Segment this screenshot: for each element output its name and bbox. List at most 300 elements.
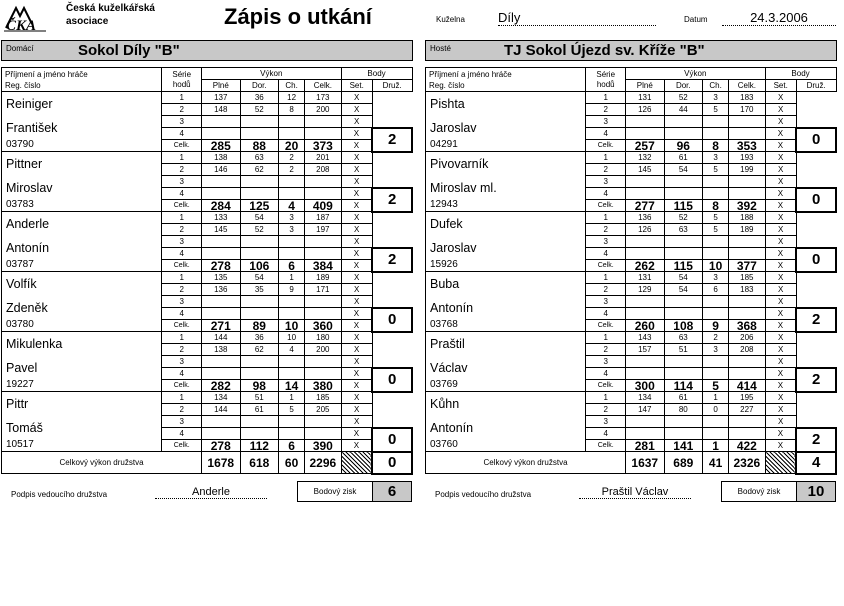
serie-value: 5 [279,404,305,416]
druz-header: Druž. [796,80,836,92]
serie-value: 62 [240,344,279,356]
total-value: 98 [240,380,279,392]
total-label: Celk. [586,440,626,452]
set-mark: X [765,212,796,224]
serie-value [626,248,665,260]
serie-value [305,356,342,368]
set-mark: X [341,92,372,104]
team-total-value: 689 [664,452,703,474]
total-value: 257 [626,140,665,152]
serie-number: 4 [162,248,202,260]
serie-number: 4 [586,428,626,440]
serie-value: 3 [703,344,729,356]
serie-value: 2 [279,152,305,164]
serie-value: 5 [703,164,729,176]
player-row [2,332,413,344]
player-first-name: Antonín [426,296,586,320]
serie-number: 2 [162,404,202,416]
serie-value: 63 [664,224,703,236]
set-mark: X [765,248,796,260]
player-row [2,416,413,428]
venue-label: Kuželna [436,15,465,24]
serie-number: 4 [586,308,626,320]
total-label: Celk. [586,380,626,392]
serie-value [664,428,703,440]
team-total-row [426,452,837,474]
serie-value [305,368,342,380]
total-value: 360 [305,320,342,332]
player-row [426,440,837,452]
player-row [426,212,837,224]
player-row [426,332,837,344]
serie-value [626,296,665,308]
serie-value: 195 [729,392,766,404]
serie-number: 3 [162,176,202,188]
serie-value: 147 [626,404,665,416]
player-row [2,236,413,248]
serie-value: 206 [729,332,766,344]
home-team-name: Sokol Díly "B" [78,42,180,59]
serie-value: 137 [202,92,241,104]
serie-value: 134 [626,392,665,404]
serie-value: 208 [305,164,342,176]
set-mark: X [341,284,372,296]
serie-value [664,188,703,200]
set-mark: X [765,416,796,428]
serie-value: 3 [279,224,305,236]
player-row [2,152,413,164]
serie-value [664,416,703,428]
team-total-value: 60 [279,452,305,474]
player-row [426,260,837,272]
serie-number: 3 [586,416,626,428]
player-row [2,200,413,212]
total-value: 141 [664,440,703,452]
player-row [2,440,413,452]
total-value: 414 [729,380,766,392]
set-mark: X [765,260,796,272]
serie-value [240,308,279,320]
serie-value: 6 [703,284,729,296]
leader-label: Podpis vedoucího družstva [435,489,532,499]
serie-number: 3 [586,236,626,248]
total-value: 115 [664,260,703,272]
total-value: 282 [202,380,241,392]
serie-value [202,116,241,128]
org-line-1: Česká kuželkářská [66,3,155,14]
set-mark: X [765,224,796,236]
serie-value [240,176,279,188]
serie-value [626,308,665,320]
serie-value [240,368,279,380]
player-row [426,392,837,404]
total-value: 285 [202,140,241,152]
team-points: 0 [372,452,412,474]
points-spacer [372,152,412,188]
serie-value [240,116,279,128]
set-mark: X [765,368,796,380]
serie-number: 1 [162,92,202,104]
serie-value: 126 [626,104,665,116]
serie-value [729,116,766,128]
set-mark: X [341,356,372,368]
player-reg-number: 03768 [426,320,586,332]
set-mark: X [765,320,796,332]
serie-value [703,176,729,188]
serie-value [626,416,665,428]
set-mark: X [765,308,796,320]
total-value: 300 [626,380,665,392]
home-team-bar [1,40,413,61]
dor-header: Dor. [240,80,279,92]
serie-value [305,296,342,308]
set-mark: X [765,92,796,104]
serie-value [703,428,729,440]
set-mark: X [341,248,372,260]
total-value: 277 [626,200,665,212]
serie-value [703,116,729,128]
home-footer [1,481,413,507]
player-points: 0 [372,368,412,392]
serie-value: 63 [664,332,703,344]
reg-header: Reg. číslo [5,80,41,90]
serie-value [664,176,703,188]
serie-value [202,296,241,308]
total-label: Celk. [162,440,202,452]
serie-value: 189 [729,224,766,236]
table-header-row [2,68,413,80]
serie-value [626,356,665,368]
set-mark: X [765,188,796,200]
serie-value: 3 [703,92,729,104]
set-mark: X [341,332,372,344]
total-value: 108 [664,320,703,332]
serie-number: 1 [162,332,202,344]
serie-value: 185 [729,272,766,284]
serie-value: 171 [305,284,342,296]
player-first-name: Václav [426,356,586,380]
player-reg-number: 10517 [2,440,162,452]
player-last-name: Pivovarník [426,152,586,176]
player-reg-number: 03769 [426,380,586,392]
player-row [2,272,413,284]
serie-value [729,236,766,248]
serie-value: 63 [240,152,279,164]
serie-number: 4 [586,368,626,380]
serie-number: 4 [162,428,202,440]
set-mark: X [765,116,796,128]
ch-header: Ch. [703,80,729,92]
set-mark: X [765,176,796,188]
set-mark: X [765,200,796,212]
player-reg-number: 04291 [426,140,586,152]
serie-value: 201 [305,152,342,164]
set-header: Set. [765,80,796,92]
serie-value: 197 [305,224,342,236]
set-mark: X [341,368,372,380]
player-last-name: Praštil [426,332,586,356]
serie-value: 52 [664,212,703,224]
set-mark: X [341,140,372,152]
vykon-header: Výkon [202,68,342,80]
serie-value [202,176,241,188]
total-value: 392 [729,200,766,212]
player-first-name: Jaroslav [426,236,586,260]
serie-value: 148 [202,104,241,116]
total-label: Celk. [586,260,626,272]
serie-value: 180 [305,332,342,344]
serie-value [703,188,729,200]
player-points: 2 [372,188,412,212]
body-header: Body [765,68,836,80]
guest-team-bar [425,40,837,61]
serie-value: 183 [729,92,766,104]
date-value: 24.3.2006 [722,10,836,26]
cka-logo [2,2,48,32]
gain-label: Bodový zisk [297,481,373,502]
team-total-value: 1637 [626,452,665,474]
team-total-value: 618 [240,452,279,474]
serie-value [279,356,305,368]
set-mark: X [341,392,372,404]
vykon-header: Výkon [626,68,766,80]
serie-value [626,128,665,140]
serie-value: 5 [703,224,729,236]
serie-value [202,128,241,140]
total-value: 373 [305,140,342,152]
serie-value: 193 [729,152,766,164]
player-row [426,152,837,164]
serie-value: 62 [240,164,279,176]
serie-value: 170 [729,104,766,116]
total-value: 262 [626,260,665,272]
total-label: Celk. [162,320,202,332]
serie-number: 1 [586,332,626,344]
serie-value [240,128,279,140]
serie-value: 3 [279,212,305,224]
serie-value [240,248,279,260]
total-value: 125 [240,200,279,212]
serie-header-2: hodů [172,79,191,89]
leader-label: Podpis vedoucího družstva [11,489,108,499]
points-spacer [372,212,412,248]
player-reg-number: 03790 [2,140,162,152]
serie-value: 131 [626,92,665,104]
serie-number: 3 [162,116,202,128]
points-spacer [796,152,836,188]
serie-value: 1 [279,272,305,284]
serie-value: 135 [202,272,241,284]
serie-value [703,236,729,248]
total-value: 114 [664,380,703,392]
serie-value [305,128,342,140]
serie-value [279,368,305,380]
serie-number: 3 [586,356,626,368]
serie-value [305,188,342,200]
serie-number: 1 [586,152,626,164]
total-value: 6 [279,440,305,452]
serie-value [664,128,703,140]
serie-value [240,188,279,200]
serie-header-1: Série [596,69,616,79]
serie-value [202,368,241,380]
total-value: 9 [703,320,729,332]
serie-value: 199 [729,164,766,176]
serie-number: 3 [162,416,202,428]
serie-value: 36 [240,332,279,344]
serie-value [279,236,305,248]
set-mark: X [765,380,796,392]
player-row [2,380,413,392]
serie-value [305,308,342,320]
serie-value: 10 [279,332,305,344]
team-total-value: 2296 [305,452,342,474]
serie-number: 4 [162,188,202,200]
org-line-2: asociace [66,16,109,27]
serie-value [703,296,729,308]
player-column-header [2,68,162,92]
serie-value: 44 [664,104,703,116]
set-mark: X [341,116,372,128]
player-row [2,296,413,308]
total-value: 278 [202,440,241,452]
serie-value: 2 [703,332,729,344]
points-spacer [372,92,412,128]
serie-value [305,176,342,188]
serie-value [240,236,279,248]
serie-value [664,248,703,260]
serie-value: 205 [305,404,342,416]
serie-value: 136 [626,212,665,224]
player-row [2,176,413,188]
serie-value: 208 [729,344,766,356]
serie-value: 145 [626,164,665,176]
player-last-name: Pittr [2,392,162,416]
set-mark: X [341,200,372,212]
set-mark: X [765,404,796,416]
player-first-name: Pavel [2,356,162,380]
serie-value: 5 [703,104,729,116]
table-header-row [426,68,837,80]
hatched-cell [765,452,796,474]
serie-number: 3 [162,236,202,248]
set-mark: X [765,140,796,152]
serie-value [729,296,766,308]
player-points: 2 [372,128,412,152]
total-value: 88 [240,140,279,152]
player-points: 0 [796,248,836,272]
set-mark: X [341,440,372,452]
serie-value [279,116,305,128]
player-first-name: Tomáš [2,416,162,440]
serie-value [729,368,766,380]
player-points: 2 [796,368,836,392]
serie-value: 1 [279,392,305,404]
team-total-label: Celkový výkon družstva [2,452,202,474]
player-row [2,320,413,332]
serie-value [626,368,665,380]
serie-value [703,368,729,380]
serie-number: 1 [162,152,202,164]
serie-value: 52 [664,92,703,104]
set-mark: X [341,404,372,416]
guest-team-panel [425,40,837,507]
serie-value [305,416,342,428]
serie-value [626,116,665,128]
serie-header-2: hodů [596,79,615,89]
serie-number: 3 [586,116,626,128]
serie-value [664,236,703,248]
set-mark: X [341,176,372,188]
plne-header: Plné [202,80,241,92]
points-spacer [796,212,836,248]
points-spacer [796,272,836,308]
body-header: Body [341,68,412,80]
serie-value: 54 [664,272,703,284]
guest-team-name: TJ Sokol Újezd sv. Kříže "B" [504,42,705,59]
player-row [426,356,837,368]
points-spacer [372,392,412,428]
set-mark: X [341,212,372,224]
player-last-name: Reiniger [2,92,162,116]
set-mark: X [341,236,372,248]
serie-number: 1 [586,272,626,284]
points-spacer [372,272,412,308]
guest-role-label: Hosté [430,44,451,53]
total-value: 115 [664,200,703,212]
serie-value [279,296,305,308]
set-mark: X [341,188,372,200]
player-first-name: František [2,116,162,140]
player-first-name: Miroslav ml. [426,176,586,200]
serie-value: 131 [626,272,665,284]
guest-footer [425,481,837,507]
leader-name: Praštil Václav [579,486,691,499]
serie-value: 144 [202,404,241,416]
serie-value: 146 [202,164,241,176]
serie-number: 4 [586,248,626,260]
gain-label: Bodový zisk [721,481,797,502]
total-value: 112 [240,440,279,452]
serie-number: 4 [162,128,202,140]
set-mark: X [765,164,796,176]
serie-number: 2 [586,164,626,176]
serie-value [664,368,703,380]
player-last-name: Pittner [2,152,162,176]
total-value: 368 [729,320,766,332]
total-value: 377 [729,260,766,272]
player-row [426,320,837,332]
serie-value [729,128,766,140]
serie-value: 145 [202,224,241,236]
set-mark: X [341,164,372,176]
player-last-name: Mikulenka [2,332,162,356]
serie-value [279,188,305,200]
serie-value [729,188,766,200]
serie-value [729,428,766,440]
serie-value: 157 [626,344,665,356]
player-first-name: Antonín [426,416,586,440]
serie-value [626,236,665,248]
serie-value [305,248,342,260]
serie-number: 3 [162,296,202,308]
player-row [2,92,413,104]
serie-value: 2 [279,164,305,176]
player-last-name: Volfík [2,272,162,296]
serie-value: 1 [703,392,729,404]
team-total-label: Celkový výkon družstva [426,452,626,474]
guest-score-table [425,67,837,475]
